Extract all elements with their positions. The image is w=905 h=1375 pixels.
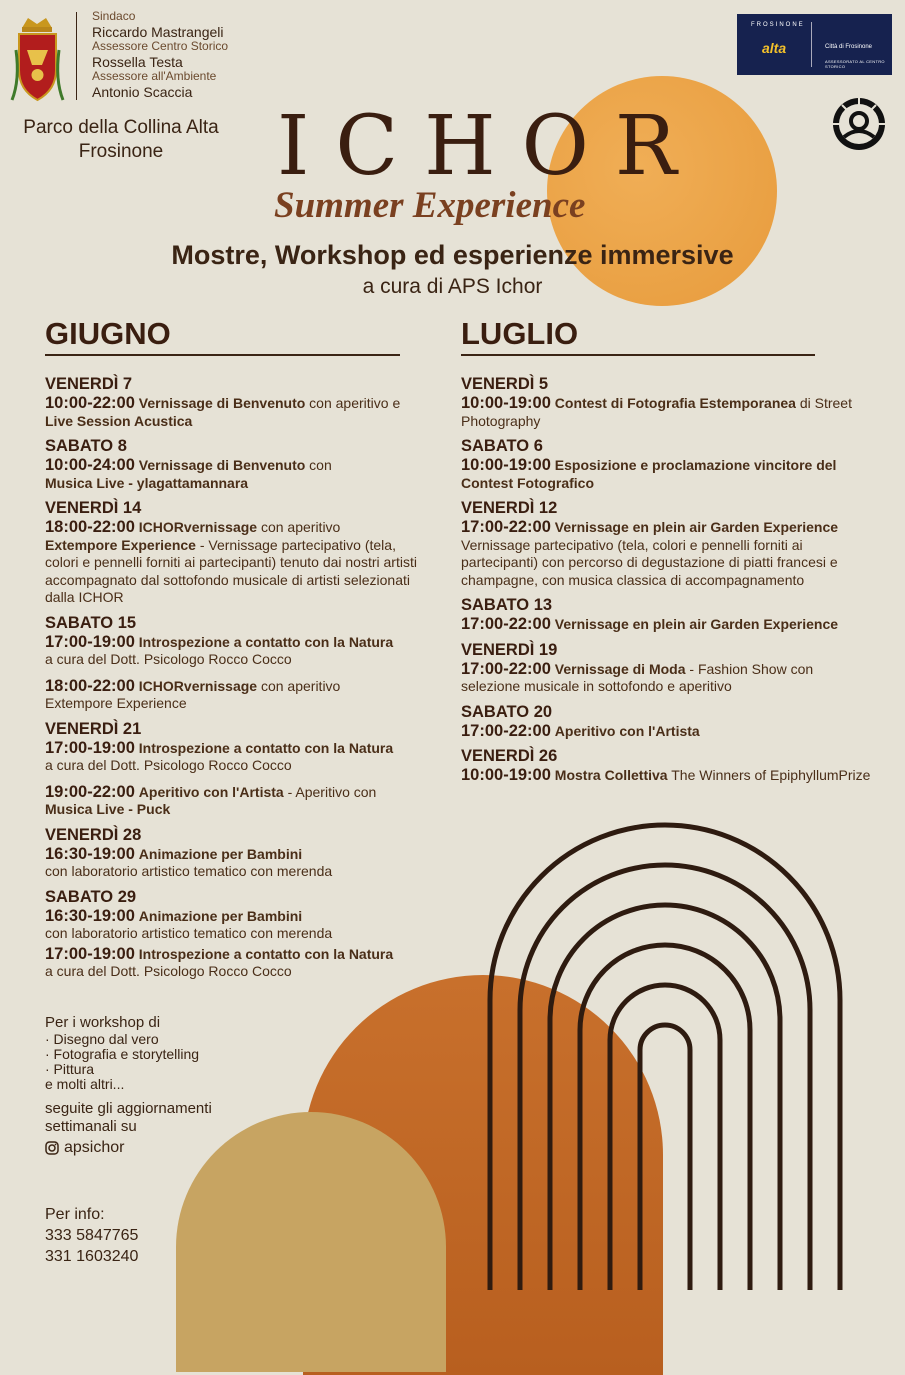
event-title: Aperitivo con l'Artista	[554, 722, 700, 739]
event-desc: a cura del Dott. Psicologo Rocco Cocco	[45, 651, 292, 667]
venue-city: Frosinone	[78, 141, 164, 162]
day-heading: SABATO 20	[461, 702, 553, 721]
event-item	[461, 767, 871, 785]
event-desc: - Aperitivo con	[283, 783, 377, 800]
event-time: 17:00-22:00	[461, 518, 551, 536]
event-desc: The Winners of EpiphyllumPrize	[667, 767, 871, 783]
official-name: Rossella Testa	[92, 53, 183, 70]
month-heading-july: LUGLIO	[461, 316, 579, 351]
event-desc: a cura del Dott. Psicologo Rocco Cocco	[45, 757, 292, 773]
event-item	[461, 519, 871, 589]
header-divider	[76, 12, 77, 100]
frosinone-alta-logo	[737, 14, 892, 75]
official-role: Assessore Centro Storico	[92, 38, 229, 53]
event-item	[461, 661, 871, 696]
event-item	[461, 395, 871, 430]
follow-text: seguite gli aggiornamenti settimanali su	[45, 1100, 212, 1135]
event-desc: Vernissage partecipativo (tela, colori e pennelli forniti ai partecipanti) con percorso di degustazione di piatti francesi e champagne, con musica classica di accompagnamento	[461, 536, 838, 588]
event-title: ICHORvernissage	[138, 519, 258, 535]
official-name: Antonio Scaccia	[92, 83, 193, 100]
event-time: 17:00-19:00	[45, 738, 135, 757]
event-time: 10:00-19:00	[461, 456, 551, 474]
month-heading-june: GIUGNO	[45, 316, 171, 351]
event-title: Mostra Collettiva	[554, 767, 668, 783]
event-item	[45, 678, 425, 713]
logo-alta-text: alta	[762, 40, 787, 56]
official-role: Assessore all'Ambiente	[92, 68, 217, 83]
event-tagline: Mostre, Workshop ed esperienze immersive	[171, 240, 734, 270]
logo-divider	[811, 22, 812, 67]
event-title: Vernissage en plein air Garden Experience	[554, 616, 839, 632]
event-time: 17:00-19:00	[45, 632, 135, 651]
event-title: Animazione per Bambini	[138, 845, 303, 862]
event-desc: con aperitivo	[257, 677, 341, 694]
workshop-item: · Disegno dal vero	[45, 1031, 159, 1047]
workshop-item: · Pittura	[45, 1061, 95, 1077]
june-schedule	[45, 368, 425, 984]
event-time: 10:00-19:00	[461, 394, 551, 412]
logo-city-text: Città di Frosinone	[825, 44, 873, 50]
event-item	[45, 457, 425, 492]
workshops-intro: Per i workshop di	[45, 1014, 161, 1031]
event-title: Contest di Fotografia Estemporanea	[554, 395, 796, 411]
day-heading: VENERDÌ 5	[461, 375, 549, 393]
ichor-emblem-logo	[832, 97, 886, 151]
event-desc: con aperitivo	[257, 519, 341, 535]
event-item	[461, 457, 871, 492]
logo-brand-text: FROSINONE	[751, 22, 805, 28]
event-title: Esposizione e proclamazione vincitore del Contest Fotografico	[461, 457, 837, 491]
event-time: 19:00-22:00	[45, 782, 135, 801]
event-desc: Extempore Experience	[45, 695, 187, 711]
event-title: Animazione per Bambini	[138, 907, 303, 924]
event-title: ICHORvernissage	[138, 677, 258, 694]
event-time: 18:00-22:00	[45, 518, 135, 536]
event-title: Live Session Acustica	[45, 412, 193, 429]
workshop-item: e molti altri...	[45, 1076, 125, 1092]
event-time: 16:30-19:00	[45, 844, 135, 863]
event-time: 16:30-19:00	[45, 906, 135, 925]
event-time: 17:00-22:00	[461, 615, 551, 633]
event-desc: - Vernissage partecipativo (tela, colori e pennelli forniti ai partecipanti) tenuto dai nostri artisti accompagnato dal sottofondo musicale di artisti selezionati dalla ICHOR	[45, 536, 417, 605]
event-time: 17:00-22:00	[461, 659, 551, 678]
day-heading: VENERDÌ 12	[461, 499, 558, 517]
event-item	[45, 395, 425, 430]
venue-line: Parco della Collina Alta	[23, 117, 219, 138]
event-subtitle: Summer Experience	[274, 185, 586, 226]
event-title: Vernissage di Benvenuto	[138, 457, 306, 473]
info-label: Per info:	[45, 1206, 105, 1223]
day-heading: SABATO 15	[45, 613, 137, 632]
day-heading: SABATO 29	[45, 887, 137, 906]
event-title: Aperitivo con l'Artista	[138, 783, 284, 800]
day-heading: VENERDÌ 28	[45, 825, 142, 844]
event-item	[45, 846, 425, 881]
instagram-link[interactable]	[45, 1139, 245, 1157]
official-name: Riccardo Mastrangeli	[92, 23, 224, 40]
day-heading: SABATO 6	[461, 437, 543, 455]
event-time: 18:00-22:00	[45, 676, 135, 695]
phone-number[interactable]: 333 5847765	[45, 1227, 139, 1244]
event-time: 10:00-19:00	[461, 766, 551, 784]
event-time: 10:00-24:00	[45, 456, 135, 474]
event-desc: con laboratorio artistico tematico con merenda	[45, 863, 333, 879]
event-title: Vernissage di Moda	[554, 660, 686, 677]
frosinone-crest-logo	[10, 10, 65, 105]
rainbow-lines-graphic	[480, 820, 850, 1290]
officials-list	[92, 10, 228, 100]
event-title: Musica Live - ylagattamannara	[45, 474, 249, 491]
day-heading: SABATO 13	[461, 596, 553, 614]
event-time: 17:00-22:00	[461, 721, 551, 740]
event-title: Vernissage di Benvenuto	[138, 395, 306, 411]
event-desc: - Fashion Show con selezione musicale in sottofondo e aperitivo	[461, 660, 814, 694]
event-title: ICHOR	[277, 99, 703, 194]
event-item	[45, 634, 425, 669]
instagram-icon	[45, 1141, 59, 1155]
event-time: 10:00-22:00	[45, 394, 135, 412]
day-heading: SABATO 8	[45, 437, 127, 455]
event-desc: di Street Photography	[461, 395, 852, 429]
month-rule	[461, 354, 815, 356]
event-item	[45, 740, 425, 775]
event-item	[461, 616, 871, 634]
event-desc: a cura del Dott. Psicologo Rocco Cocco	[45, 963, 292, 979]
day-heading: VENERDÌ 26	[461, 747, 558, 765]
phone-number[interactable]: 331 1603240	[45, 1248, 139, 1265]
event-item	[45, 908, 425, 943]
logo-dept-text: ASSESSORATO AL CENTRO STORICO	[825, 59, 885, 69]
event-item	[45, 784, 425, 819]
day-heading: VENERDÌ 19	[461, 640, 558, 659]
event-item	[45, 946, 425, 981]
event-title: Extempore Experience	[45, 536, 196, 553]
official-role: Sindaco	[92, 9, 136, 23]
workshops-block	[45, 1014, 245, 1157]
event-time: 17:00-19:00	[45, 944, 135, 963]
event-item	[461, 723, 871, 741]
event-item	[45, 519, 425, 607]
july-schedule	[461, 368, 871, 788]
workshop-item: · Fotografia e storytelling	[45, 1046, 200, 1062]
event-title: Vernissage en plein air Garden Experience	[554, 519, 839, 535]
month-rule	[45, 354, 400, 356]
event-title: Introspezione a contatto con la Natura	[138, 633, 394, 650]
event-desc: con	[305, 457, 332, 473]
day-heading: VENERDÌ 7	[45, 375, 133, 393]
day-heading: VENERDÌ 14	[45, 499, 142, 517]
event-title: Introspezione a contatto con la Natura	[138, 739, 394, 756]
instagram-handle: apsichor	[64, 1139, 125, 1156]
contact-info	[45, 1204, 138, 1267]
event-desc: con aperitivo e	[305, 395, 401, 411]
day-heading: VENERDÌ 21	[45, 719, 142, 738]
event-title: Musica Live - Puck	[45, 801, 171, 817]
event-title: Introspezione a contatto con la Natura	[138, 945, 394, 962]
event-desc: con laboratorio artistico tematico con merenda	[45, 925, 333, 941]
event-curator: a cura di APS Ichor	[362, 275, 543, 298]
venue-name	[0, 116, 242, 164]
